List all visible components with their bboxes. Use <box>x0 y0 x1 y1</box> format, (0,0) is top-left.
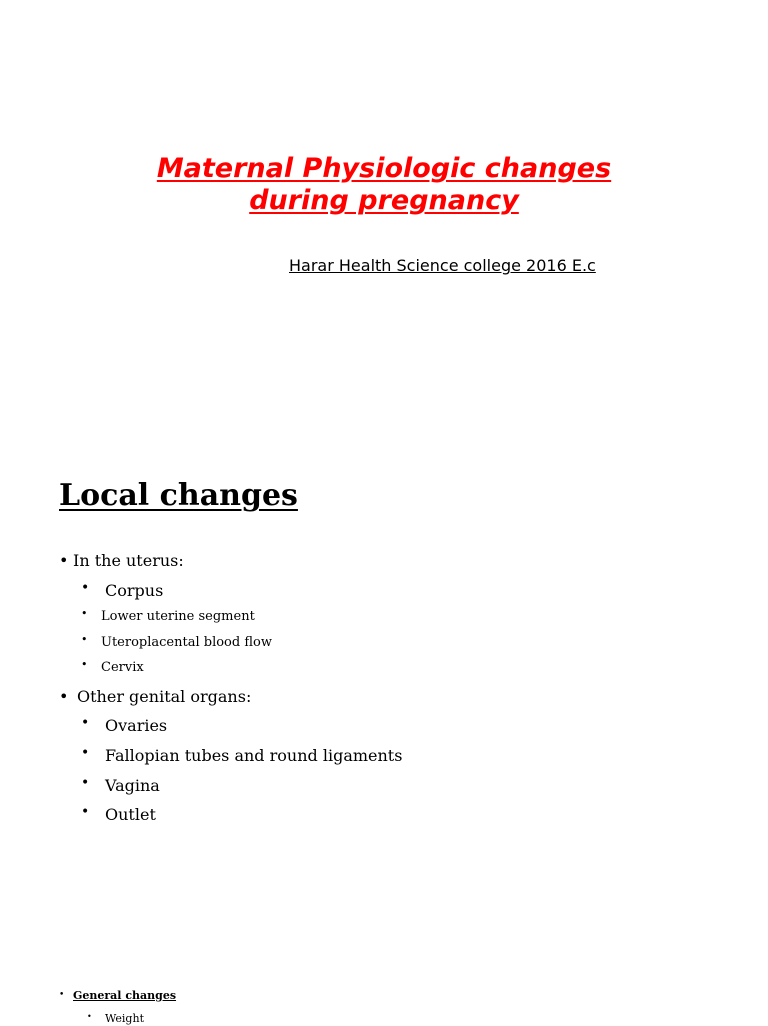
list-item-label: Weight <box>105 1012 144 1025</box>
section-heading: Local changes <box>59 478 298 513</box>
list-item <box>59 989 176 1003</box>
bullet-icon: • <box>81 804 90 820</box>
list-item-label: Ovaries <box>105 716 168 735</box>
list-item <box>81 608 255 626</box>
list-item <box>81 746 402 766</box>
list-item <box>81 716 167 736</box>
list-item-label: Fallopian tubes and round ligaments <box>105 746 403 765</box>
title-line-1: Maternal Physiologic changes <box>156 153 612 184</box>
list-item-label: Vagina <box>105 776 160 795</box>
list-item <box>81 634 272 652</box>
bullet-icon: • <box>59 990 65 1000</box>
list-item <box>81 581 163 601</box>
bullet-icon: • <box>81 715 90 731</box>
list-item-label: Uteroplacental blood flow <box>101 635 272 650</box>
list-item-label: Lower uterine segment <box>101 609 255 624</box>
title-line-2: during pregnancy <box>249 185 519 216</box>
list-item <box>59 687 251 707</box>
list-item <box>59 551 184 571</box>
bullet-icon: • <box>81 580 90 596</box>
list-item-label: Other genital organs: <box>77 687 252 706</box>
list-item-label: Corpus <box>105 581 164 600</box>
list-item-label: Cervix <box>101 660 144 675</box>
list-item-label: Outlet <box>105 805 156 824</box>
general-changes-heading: General changes <box>73 989 177 1002</box>
page-title <box>0 153 768 217</box>
bullet-icon: • <box>81 607 88 620</box>
list-item <box>81 776 160 796</box>
bullet-icon: • <box>87 1012 92 1021</box>
list-item <box>81 805 156 825</box>
bullet-icon: • <box>81 658 88 671</box>
subtitle: Harar Health Science college 2016 E.c <box>289 256 596 275</box>
bullet-icon: • <box>81 633 88 646</box>
bullet-icon: • <box>59 687 69 706</box>
bullet-icon: • <box>81 775 90 791</box>
bullet-icon: • <box>59 551 69 570</box>
list-item <box>81 659 144 677</box>
list-item-label: In the uterus: <box>73 551 184 570</box>
bullet-icon: • <box>81 745 90 761</box>
